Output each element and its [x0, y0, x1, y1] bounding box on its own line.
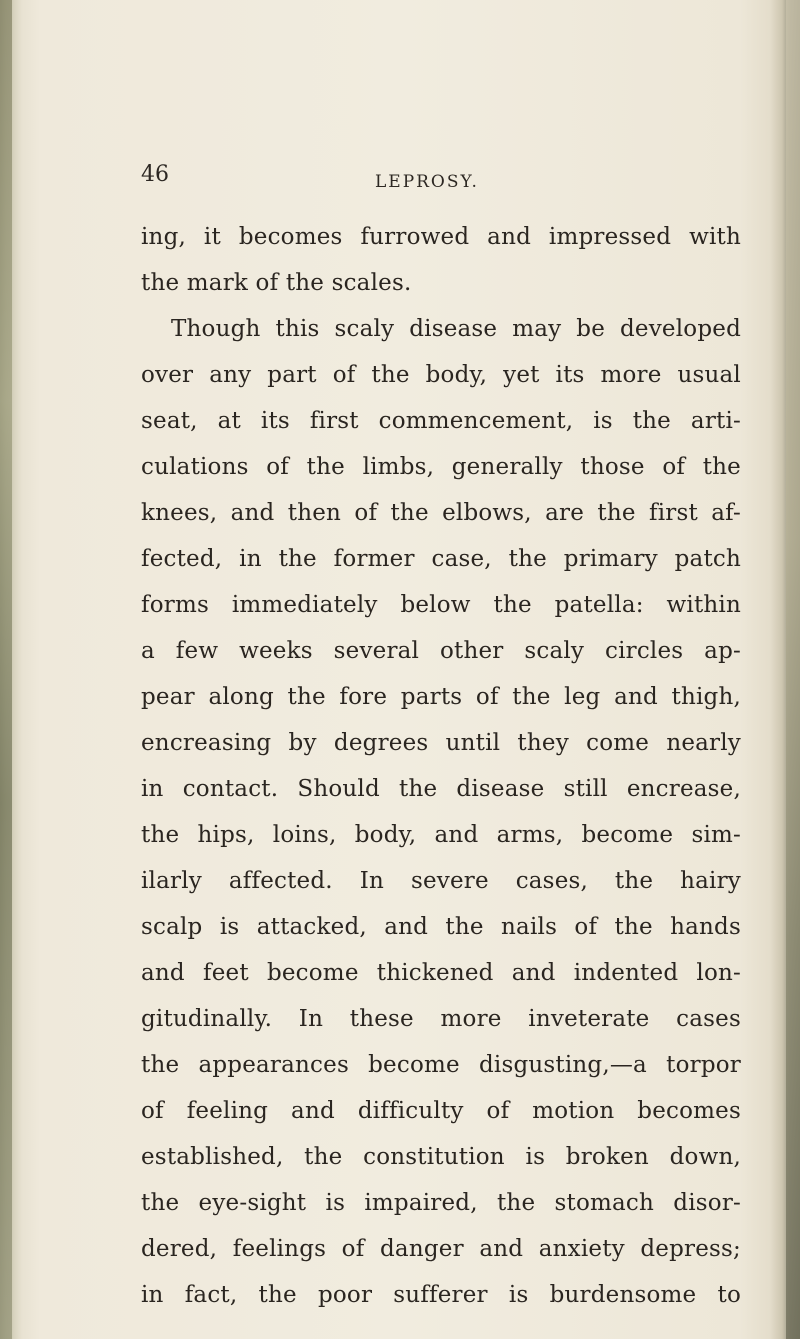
text-line: forms immediately below the patella: within	[141, 592, 741, 618]
text-line: the appearances become disgusting,—a torpor	[141, 1052, 741, 1078]
text-line: culations of the limbs, generally those of the	[141, 454, 741, 480]
text-line: gitudinally. In these more inveterate cases	[141, 1006, 741, 1032]
text-line: a few weeks several other scaly circles ap-	[141, 638, 741, 664]
text-line: Though this scaly disease may be developed	[171, 316, 741, 342]
text-line: in contact. Should the disease still encrease,	[141, 776, 741, 802]
text-line: of feeling and difficulty of motion becomes	[141, 1098, 741, 1124]
text-line: ilarly affected. In severe cases, the hairy	[141, 868, 741, 894]
running-head: LEPROSY.	[375, 172, 479, 192]
text-line: over any part of the body, yet its more usual	[141, 362, 741, 388]
text-line: fected, in the former case, the primary patch	[141, 546, 741, 572]
page-outer-edge	[786, 0, 800, 1339]
text-line: seat, at its first commencement, is the arti-	[141, 408, 741, 434]
text-line: scalp is attacked, and the nails of the hands	[141, 914, 741, 940]
text-line: knees, and then of the elbows, are the first af-	[141, 500, 741, 526]
text-line: ing, it becomes furrowed and impressed with	[141, 224, 741, 250]
text-line: the eye-sight is impaired, the stomach disor-	[141, 1190, 741, 1216]
body-text	[141, 214, 741, 1318]
text-line: encreasing by degrees until they come nearly	[141, 730, 741, 756]
page-binding-edge	[0, 0, 12, 1339]
text-line: pear along the fore parts of the leg and thigh,	[141, 684, 741, 710]
text-line: the mark of the scales.	[141, 270, 412, 296]
text-line: and feet become thickened and indented lon-	[141, 960, 741, 986]
page-number: 46	[141, 162, 169, 187]
text-line: dered, feelings of danger and anxiety depress;	[141, 1236, 741, 1262]
text-line: in fact, the poor sufferer is burdensome to	[141, 1282, 741, 1308]
text-line: established, the constitution is broken down,	[141, 1144, 741, 1170]
text-line: the hips, loins, body, and arms, become sim-	[141, 822, 741, 848]
